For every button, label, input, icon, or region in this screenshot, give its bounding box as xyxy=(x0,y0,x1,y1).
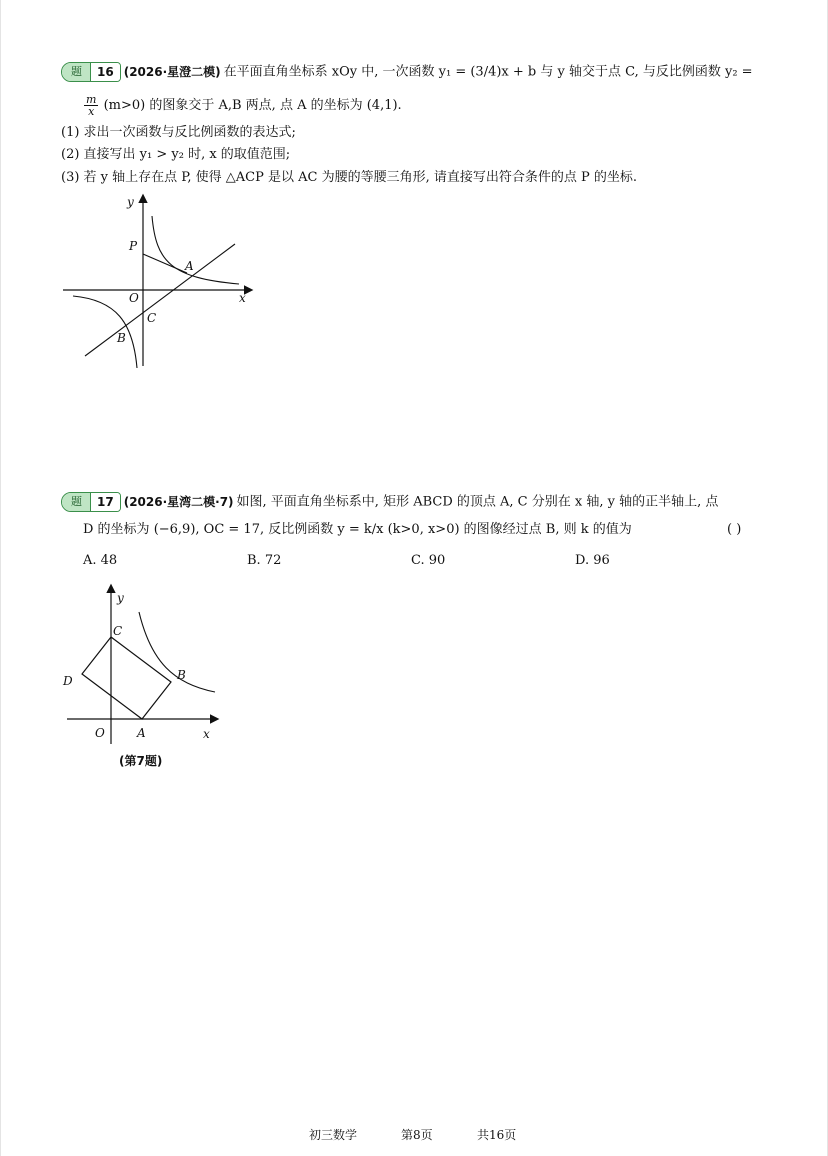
problem-number: 17 xyxy=(90,493,120,511)
problem-tag-label: 题 xyxy=(62,493,90,511)
label-o: O xyxy=(129,291,139,305)
footer-page-number: 第8页 xyxy=(401,1128,433,1142)
footer-total-pages: 共16页 xyxy=(477,1128,517,1142)
label-a: A xyxy=(185,259,194,273)
option-d: D. 96 xyxy=(575,553,610,568)
label-d: D xyxy=(63,674,73,688)
label-a: A xyxy=(137,726,146,740)
problem-17-source: (2026·星湾二模·7) xyxy=(123,494,234,509)
hyperbola-branch-left xyxy=(73,296,137,368)
label-o: O xyxy=(95,726,105,740)
problem-16-question-2: (2) 直接写出 y₁ > y₂ 时, x 的取值范围; xyxy=(61,147,291,162)
problem-17-figure xyxy=(59,580,229,750)
segment-pa xyxy=(143,254,187,273)
problem-tag-label: 题 xyxy=(62,63,90,81)
option-c: C. 90 xyxy=(411,553,446,568)
problem-number: 16 xyxy=(90,63,120,81)
label-x: x xyxy=(239,291,246,305)
label-b: B xyxy=(117,331,126,345)
footer-subject: 初三数学 xyxy=(309,1128,358,1142)
problem-16-stem-line1: 在平面直角坐标系 xOy 中, 一次函数 y₁ = (3/4)x + b 与 y 轴交于点 C, 与反比例函数 y₂ = xyxy=(223,64,753,80)
rectangle-abcd xyxy=(82,637,171,719)
option-b: B. 72 xyxy=(247,553,282,568)
label-c: C xyxy=(147,311,157,325)
problem-16-stem-line2-row xyxy=(83,94,402,117)
option-a: A. 48 xyxy=(83,553,118,568)
problem-16-source: (2026·星澄二模) xyxy=(123,64,221,79)
problem-16-tag xyxy=(61,62,121,82)
label-b: B xyxy=(177,668,186,682)
problem-17-stem-line1: 如图, 平面直角坐标系中, 矩形 ABCD 的顶点 A, C 分别在 x 轴, y 轴的正半轴上, 点 xyxy=(236,494,719,510)
figure-caption: (第7题) xyxy=(119,754,163,768)
problem-16-question-1: (1) 求出一次函数与反比例函数的表达式; xyxy=(61,125,296,140)
problem-16-question-3: (3) 若 y 轴上存在点 P, 使得 △ACP 是以 AC 为腰的等腰三角形, 请直接写出符合条件的点 P 的坐标. xyxy=(61,170,638,185)
problem-16-figure xyxy=(61,192,261,372)
fraction-m-over-x: $\frac{m}{x}$ xyxy=(86,93,97,118)
answer-blank: ( ) xyxy=(727,522,742,537)
problem-16-header xyxy=(61,62,753,82)
label-p: P xyxy=(129,239,138,253)
problem-17-header xyxy=(61,492,718,512)
label-y: y xyxy=(127,195,134,209)
problem-17-tag xyxy=(61,492,121,512)
label-c: C xyxy=(113,624,123,638)
problem-16-stem-line2: (m>0) 的图象交于 A,B 两点, 点 A 的坐标为 (4,1). xyxy=(103,98,402,113)
problem-17-stem-line2: D 的坐标为 (−6,9), OC = 17, 反比例函数 y = k/x (k>0, x>0) 的图像经过点 B, 则 k 的值为 xyxy=(83,522,632,537)
label-y: y xyxy=(117,591,124,605)
label-x: x xyxy=(203,727,210,741)
